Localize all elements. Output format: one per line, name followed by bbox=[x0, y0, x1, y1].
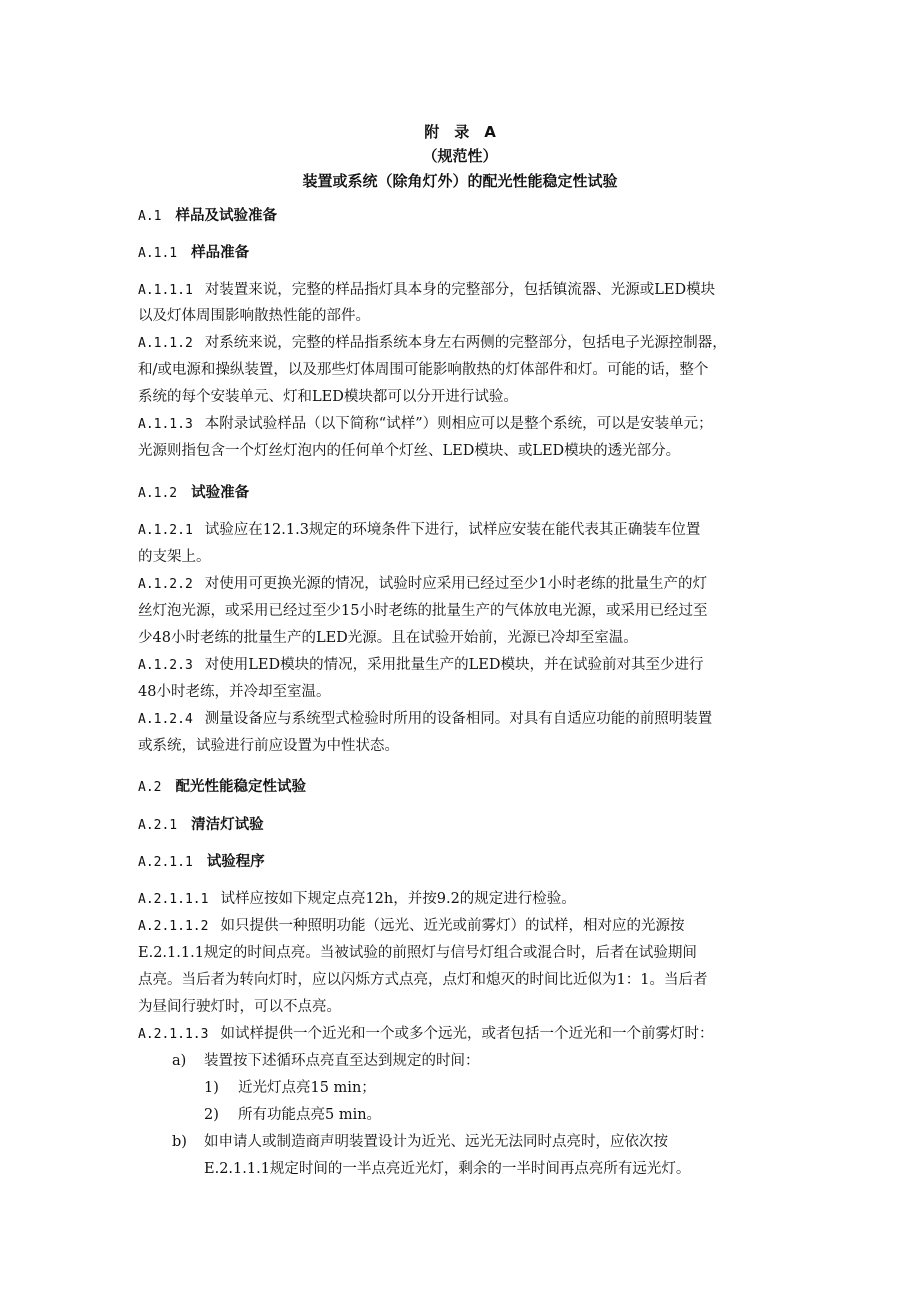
list-item: 2) 所有功能点亮5 min。 bbox=[204, 1107, 382, 1123]
list-marker: b) bbox=[172, 1134, 187, 1150]
clause-line: 的支架上。 bbox=[138, 549, 211, 565]
appendix-title: 装置或系统（除角灯外）的配光性能稳定性试验 bbox=[302, 172, 618, 190]
list-item: a) 装置按下述循环点亮直至达到规定的时间： bbox=[172, 1053, 480, 1069]
clause-line: A.1.2.4 测量设备应与系统型式检验时所用的设备相同。对具有自适应功能的前照明装置 bbox=[138, 711, 713, 727]
list-item: b) 如申请人或制造商声明装置设计为近光、远光无法同时点亮时，应依次按 bbox=[172, 1134, 668, 1150]
clause-line: 或系统，试验进行前应设置为中性状态。 bbox=[138, 738, 399, 754]
clause-number: A.2.1.1.2 bbox=[138, 919, 209, 934]
clause-line: 为昼间行驶灯时，可以不点亮。 bbox=[138, 999, 341, 1015]
section-heading bbox=[138, 206, 277, 227]
section-number: A.1.1 bbox=[138, 246, 178, 261]
section-title: 配光性能稳定性试验 bbox=[175, 779, 306, 795]
clause-line: A.1.2.1 试验应在12.1.3规定的环境条件下进行，试样应安装在能代表其正确装车位置 bbox=[138, 522, 701, 538]
list-item-continuation: E.2.1.1.1规定时间的一半点亮近光灯，剩余的一半时间再点亮所有远光灯。 bbox=[204, 1161, 691, 1177]
clause-number: A.2.1.1.1 bbox=[138, 892, 209, 907]
section-number: A.1.2 bbox=[138, 486, 178, 501]
section-number: A.2 bbox=[138, 780, 162, 795]
clause-line: A.1.1.3 本附录试验样品（以下简称“试样”）则相应可以是整个系统，可以是安装单元； bbox=[138, 416, 713, 432]
section-title: 样品及试验准备 bbox=[175, 208, 277, 224]
clause-line: 光源则指包含一个灯丝灯泡内的任何单个灯丝、LED模块、或LED模块的透光部分。 bbox=[138, 443, 681, 459]
appendix-nature: （规范性） bbox=[422, 147, 498, 165]
section-heading bbox=[138, 243, 249, 264]
clause-number: A.1.2.3 bbox=[138, 658, 193, 673]
clause-number: A.1.1.2 bbox=[138, 336, 193, 351]
clause-line: 少48小时老练的批量生产的LED光源。且在试验开始前，光源已冷却至室温。 bbox=[138, 630, 638, 646]
list-marker: 2) bbox=[204, 1107, 219, 1123]
clause-number: A.1.2.2 bbox=[138, 577, 193, 592]
clause-line: A.2.1.1.1 试样应按如下规定点亮12h，并按9.2的规定进行检验。 bbox=[138, 891, 576, 907]
clause-line: E.2.1.1.1规定的时间点亮。当被试验的前照灯与信号灯组合或混合时，后者在试验期间 bbox=[138, 945, 697, 961]
section-number: A.1 bbox=[138, 209, 162, 224]
section-title: 试验准备 bbox=[191, 485, 250, 501]
clause-line: 点亮。当后者为转向灯时，应以闪烁方式点亮，点灯和熄灭的时间比近似为1：1。当后者 bbox=[138, 972, 708, 988]
list-marker: a) bbox=[172, 1053, 187, 1069]
clause-number: A.1.1.1 bbox=[138, 283, 193, 298]
clause-line: A.1.2.2 对使用可更换光源的情况，试验时应采用已经过至少1小时老练的批量生产的灯 bbox=[138, 576, 708, 592]
clause-line: 系统的每个安装单元、灯和LED模块都可以分开进行试验。 bbox=[138, 389, 518, 405]
clause-line: 48小时老练，并冷却至室温。 bbox=[138, 684, 331, 700]
clause-line: 和/或电源和操纵装置，以及那些灯体周围可能影响散热的灯体部件和灯。可能的话，整个 bbox=[138, 362, 709, 378]
clause-line: A.1.1.1 对装置来说，完整的样品指灯具本身的完整部分，包括镇流器、光源或LED模块 bbox=[138, 282, 716, 298]
section-heading bbox=[138, 815, 264, 836]
section-title: 样品准备 bbox=[191, 245, 250, 261]
clause-line: A.1.2.3 对使用LED模块的情况，采用批量生产的LED模块，并在试验前对其至少进行 bbox=[138, 657, 704, 673]
section-number: A.2.1.1 bbox=[138, 855, 193, 870]
clause-line: 丝灯泡光源，或采用已经过至少15小时老练的批量生产的气体放电光源，或采用已经过至 bbox=[138, 603, 708, 619]
section-title: 试验程序 bbox=[206, 854, 265, 870]
clause-line: A.2.1.1.3 如试样提供一个近光和一个或多个远光，或者包括一个近光和一个前雾灯时： bbox=[138, 1026, 714, 1042]
section-heading bbox=[138, 852, 265, 873]
section-heading bbox=[138, 483, 249, 504]
clause-line: A.1.1.2 对系统来说，完整的样品指系统本身左右两侧的完整部分，包括电子光源控制器， bbox=[138, 335, 727, 351]
clause-line: 以及灯体周围影响散热性能的部件。 bbox=[138, 308, 370, 324]
list-item: 1) 近光灯点亮15 min； bbox=[204, 1080, 376, 1096]
clause-number: A.2.1.1.3 bbox=[138, 1027, 209, 1042]
section-title: 清洁灯试验 bbox=[191, 817, 264, 833]
list-marker: 1) bbox=[204, 1080, 219, 1096]
clause-line: A.2.1.1.2 如只提供一种照明功能（远光、近光或前雾灯）的试样，相对应的光源按 bbox=[138, 918, 685, 934]
clause-number: A.1.2.4 bbox=[138, 712, 193, 727]
clause-number: A.1.2.1 bbox=[138, 523, 193, 538]
appendix-label: 附 录 A bbox=[424, 123, 496, 141]
section-number: A.2.1 bbox=[138, 818, 178, 833]
section-heading bbox=[138, 777, 306, 798]
clause-number: A.1.1.3 bbox=[138, 417, 193, 432]
